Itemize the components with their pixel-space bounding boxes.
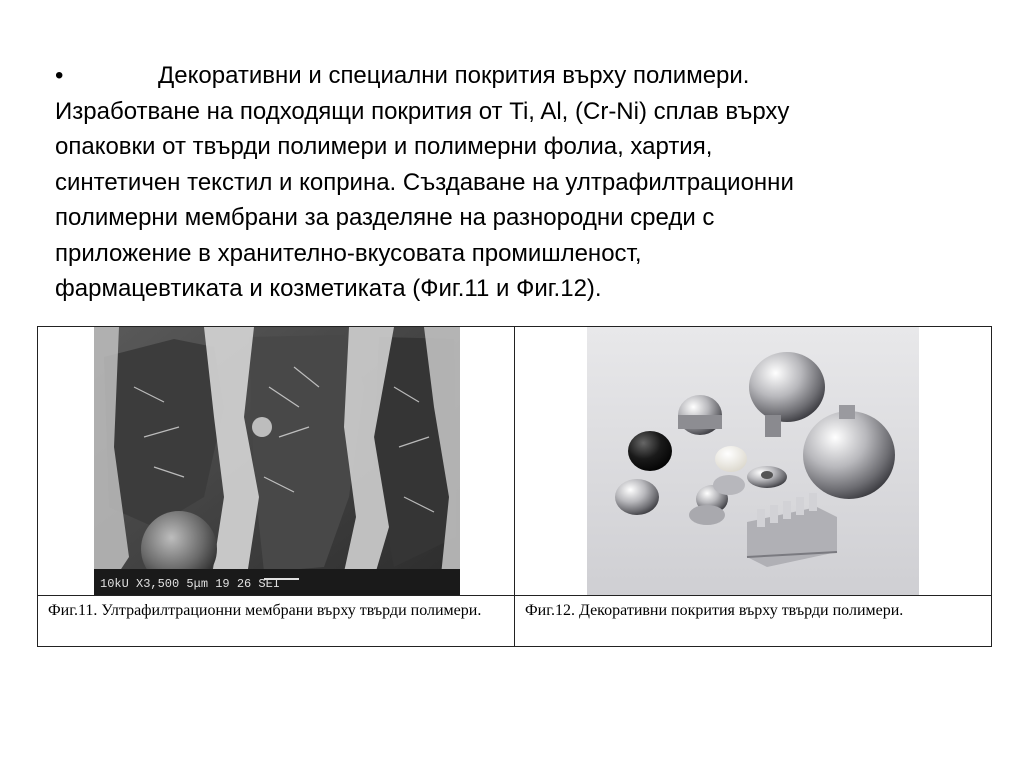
sem-info-label: 10kU X3,500 5μm 19 26 SEI (100, 577, 281, 591)
paragraph-line-3: опаковки от твърди полимери и полимерни фолиа, хартия, (55, 133, 713, 160)
paragraph-line-1 (55, 58, 955, 94)
figure-11-image-cell (38, 327, 515, 596)
bullet-glyph: • (55, 62, 64, 89)
figure-12-image-cell (515, 327, 992, 596)
paragraph-line-4: синтетичен текстил и коприна. Създаване на ултрафилтрационни (55, 168, 794, 196)
figure-12-caption: Фиг.12. Декоративни покрития върху твърди полимери. (515, 596, 992, 647)
sem-micrograph-image (94, 327, 460, 595)
paragraph-line-5: полимерни мембрани за разделяне на разнородни среди с (55, 204, 715, 231)
metal-parts-photo (587, 327, 919, 595)
figure-11-caption: Фиг.11. Ултрафилтрационни мембрани върху твърди полимери. (38, 596, 515, 647)
body-paragraph (55, 58, 955, 307)
paragraph-line-2: Изработване на подходящи покрития от Ti, Al, (Cr-Ni) сплав върху (55, 97, 790, 125)
paragraph-line-7: фармацевтиката и козметиката (Фиг.11 и Фиг.12). (55, 275, 602, 302)
paragraph-line-6: приложение в хранително-вкусовата промишленост, (55, 239, 642, 267)
paragraph-heading: Декоративни и специални покрития върху полимери. (158, 62, 750, 89)
figure-table (37, 326, 992, 647)
